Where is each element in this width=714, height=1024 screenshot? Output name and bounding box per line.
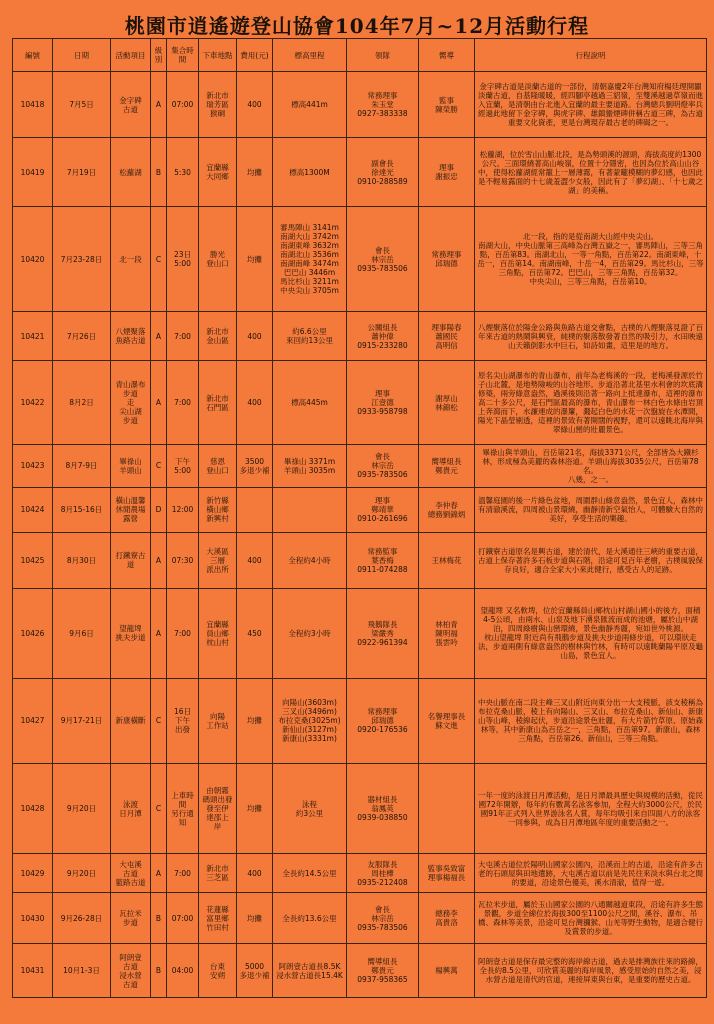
fee-cell: 400 xyxy=(237,532,273,588)
date-cell: 9月17-21日 xyxy=(53,678,111,764)
table-row xyxy=(13,487,707,532)
header-cell: 編號 xyxy=(13,39,53,72)
header-cell: 標高里程 xyxy=(273,39,347,72)
guide-cell: 理事陽春 蕭國民 高明信 xyxy=(419,312,475,361)
fee-cell: 均攤 xyxy=(237,207,273,312)
level-cell: C xyxy=(151,444,167,487)
description-cell: 松蘿湖，位於雪山山脈北段，是為勢頭溪的源頭，海拔高度約1300公尺。三面環繞著高山峻嶺，位置十分隱密，也因為位於高山山谷中，使得松蘿湖經常籠上一層薄霧，有著蒙矓模糊的夢幻感，也因此是不輕易露面的十七歲羞澀少女般，因此有了「夢幻湖」、「十七歲之湖」的美稱。 xyxy=(475,138,707,207)
row-id-cell: 10425 xyxy=(13,532,53,588)
guide-cell: 林柏青 陳明福 張雲吟 xyxy=(419,588,475,678)
description-cell: 大屯溪古道位於陽明山國家公園內，沿溪而上的古道，沿途有許多古老的石頭屋與田地遺跡，大屯溪古道以前是先民往來淡水與台北之間的要道，沿途景色優美，溪水清澈，值得一遊。 xyxy=(475,854,707,893)
activity-cell: 泳渡 日月潭 xyxy=(111,764,151,854)
date-cell: 7月26日 xyxy=(53,312,111,361)
leader-cell: 副會長 徐達光 0910-288589 xyxy=(347,138,419,207)
altitude-cell: 標高1300M xyxy=(273,138,347,207)
leader-cell: 嚮導組長 鄭貴元 0937-958365 xyxy=(347,944,419,998)
time-cell: 12:00 xyxy=(167,487,199,532)
level-cell: B xyxy=(151,138,167,207)
guide-cell: 嚮導組長 鄭貴元 xyxy=(419,444,475,487)
time-cell: 5:30 xyxy=(167,138,199,207)
time-cell: 16日 下午 出發 xyxy=(167,678,199,764)
altitude-cell: 審馬陣山 3141m 南湖大山 3742m 南湖東峰 3632m 南湖北山 3536m 南湖南峰 3474m 巴巴山 3446m 馬比杉山 3211m 中央尖山 3705m xyxy=(273,207,347,312)
fee-cell: 450 xyxy=(237,588,273,678)
row-id-cell: 10419 xyxy=(13,138,53,207)
row-id-cell: 10424 xyxy=(13,487,53,532)
table-row xyxy=(13,72,707,138)
date-cell: 8月30日 xyxy=(53,532,111,588)
place-cell: 台東 安朔 xyxy=(199,944,237,998)
activity-cell: 畢祿山 羊頭山 xyxy=(111,444,151,487)
guide-cell: 李仲春 總務劉錦炳 xyxy=(419,487,475,532)
fee-cell: 均攤 xyxy=(237,138,273,207)
time-cell: 07:00 xyxy=(167,892,199,943)
level-cell: D xyxy=(151,487,167,532)
altitude-cell: 標高445m xyxy=(273,361,347,445)
date-cell: 9月20日 xyxy=(53,854,111,893)
row-id-cell: 10422 xyxy=(13,361,53,445)
level-cell: A xyxy=(151,854,167,893)
level-cell: A xyxy=(151,532,167,588)
level-cell: A xyxy=(151,588,167,678)
fee-cell: 400 xyxy=(237,312,273,361)
header-cell: 活動項目 xyxy=(111,39,151,72)
activity-cell: 打鐵寮古道 xyxy=(111,532,151,588)
place-cell: 新北市 瑞芳區 猴硐 xyxy=(199,72,237,138)
activity-cell: 望龍埤 挑夫步道 xyxy=(111,588,151,678)
table-row xyxy=(13,588,707,678)
header-cell: 嚮導 xyxy=(419,39,475,72)
description-cell: 北一段，指的是從南湖大山經中央尖山。 南湖大山，中央山脈第三高峰為台灣五嶽之一，審馬陣山，三等三角點，百岳第83。南湖北山，一等一角點，百岳第22。南湖東峰，十岳一，百岳第14。南湖南峰，十岳一4，百岳第29。馬比杉山，三等三角點，百岳第72。巴巴山，三等三角點，百岳第32。 中央尖山，三等三角點，百岳第10。 xyxy=(475,207,707,312)
activity-cell: 青山瀑布步道 走 尖山湖 步道 xyxy=(111,361,151,445)
place-cell: 向陽 工作站 xyxy=(199,678,237,764)
header-cell: 集合時間 xyxy=(167,39,199,72)
leader-cell: 會長 林宗岳 0935-783506 xyxy=(347,444,419,487)
level-cell: C xyxy=(151,678,167,764)
header-cell: 領隊 xyxy=(347,39,419,72)
activity-cell: 北一段 xyxy=(111,207,151,312)
table-row xyxy=(13,944,707,998)
guide-cell: 理事 謝振忠 xyxy=(419,138,475,207)
guide-cell: 監事吳致富 理事楊福長 xyxy=(419,854,475,893)
altitude-cell: 全長約13.6公里 xyxy=(273,892,347,943)
activity-cell: 阿朗壹 古道 浸水營 古道 xyxy=(111,944,151,998)
time-cell: 7:00 xyxy=(167,312,199,361)
table-row xyxy=(13,207,707,312)
place-cell: 慈恩 登山口 xyxy=(199,444,237,487)
time-cell: 7:00 xyxy=(167,361,199,445)
table-header-row xyxy=(13,39,707,72)
place-cell: 宜蘭縣 員山鄉 枕山村 xyxy=(199,588,237,678)
fee-cell: 400 xyxy=(237,72,273,138)
date-cell: 9月6日 xyxy=(53,588,111,678)
date-cell: 8月2日 xyxy=(53,361,111,445)
place-cell: 新北市 金山區 xyxy=(199,312,237,361)
fee-cell: 400 xyxy=(237,361,273,445)
leader-cell: 友服隊長 周桂樺 0935-212408 xyxy=(347,854,419,893)
altitude-cell: 全長約14.5公里 xyxy=(273,854,347,893)
activity-cell: 瓦拉米 步道 xyxy=(111,892,151,943)
leader-cell: 公關組長 蕭仲偉 0915-233280 xyxy=(347,312,419,361)
time-cell: 下午 5:00 xyxy=(167,444,199,487)
table-row xyxy=(13,678,707,764)
level-cell: B xyxy=(151,892,167,943)
leader-cell: 飛鵝隊長 梁嚴秀 0922-961394 xyxy=(347,588,419,678)
description-cell: 一年一度的泳渡日月潭活動，是日月潭最具歷史與規模的活動，從民國72年開辦，每年約有數萬名泳客參加，全程大約3000公尺，於民國91年正式列入世界游泳名人賞，每年均吸引來自四面八方的泳客一同參與，成為日月潭地區年度的重要活動之一。 xyxy=(475,764,707,854)
date-cell: 9月20日 xyxy=(53,764,111,854)
schedule-table xyxy=(12,38,707,998)
fee-cell: 3500 多退少補 xyxy=(237,444,273,487)
description-cell: 八煙聚落位於陽金公路與魚路古道交會點，古樸的八煙聚落見證了百年來古道的熱鬧與興衰，純樸的聚落散發著自然的吸引力，水田映遠山天籟倒影水中巨石，如詩如畫，這里是的地方。 xyxy=(475,312,707,361)
place-cell: 宜蘭縣 大同鄉 xyxy=(199,138,237,207)
time-cell: 7:00 xyxy=(167,854,199,893)
guide-cell: 總務李 高貴洛 xyxy=(419,892,475,943)
leader-cell: 會長 林宗岳 0935-783506 xyxy=(347,892,419,943)
place-cell: 新北市 三芝區 xyxy=(199,854,237,893)
table-row xyxy=(13,361,707,445)
header-cell: 費用(元) xyxy=(237,39,273,72)
row-id-cell: 10426 xyxy=(13,588,53,678)
description-cell: 瓦拉米步道，屬於玉山國家公園的八通關越道東段，沿途有許多生態景觀，步道全線位於海拔300至1100公尺之間，溪谷、瀑布、吊橋、森林等美景，沿途可見台灣獼猴、山羌等野生動物，是適合健行及賞景的步道。 xyxy=(475,892,707,943)
altitude-cell: 畢祿山 3371m 羊頭山 3035m xyxy=(273,444,347,487)
time-cell: 上車時間 另行通知 xyxy=(167,764,199,854)
activity-cell: 八煙聚落 魚路古道 xyxy=(111,312,151,361)
page-title: 桃園市逍遙遊登山協會104年7月~12月活動行程 xyxy=(124,14,590,38)
level-cell: B xyxy=(151,944,167,998)
fee-cell: 5000 多退少補 xyxy=(237,944,273,998)
row-id-cell: 10431 xyxy=(13,944,53,998)
place-cell: 大溪區 三層 派出所 xyxy=(199,532,237,588)
row-id-cell: 10430 xyxy=(13,892,53,943)
table-row xyxy=(13,312,707,361)
description-cell: 溫馨庭園的後一片綠色盆地，周圍群山綠意盎然，景色宜人，森林中有清澈溪流，四周被山景環繞，幽靜清新空氣怡人，可體驗大自然的美好，享受生活的樂趣。 xyxy=(475,487,707,532)
altitude-cell: 全程約3小時 xyxy=(273,588,347,678)
activity-cell: 金字碑 古道 xyxy=(111,72,151,138)
leader-cell: 理事 江壹德 0933-958798 xyxy=(347,361,419,445)
fee-cell xyxy=(237,487,273,532)
activity-cell: 新康橫斷 xyxy=(111,678,151,764)
header-cell: 級別 xyxy=(151,39,167,72)
fee-cell: 均攤 xyxy=(237,678,273,764)
place-cell: 由朝霧 碼頭出發 發至伊 達邵上 岸 xyxy=(199,764,237,854)
date-cell: 10月1-3日 xyxy=(53,944,111,998)
table-row xyxy=(13,444,707,487)
time-cell: 07:30 xyxy=(167,532,199,588)
date-cell: 7月19日 xyxy=(53,138,111,207)
level-cell: A xyxy=(151,72,167,138)
row-id-cell: 10428 xyxy=(13,764,53,854)
level-cell: A xyxy=(151,361,167,445)
altitude-cell: 阿朗壹古道長8.5K 浸水營古道長15.4K xyxy=(273,944,347,998)
time-cell: 23日 5:00 xyxy=(167,207,199,312)
place-cell: 花蓮縣 富里鄉 竹田村 xyxy=(199,892,237,943)
leader-cell: 常務理事 邱瑞德 0920-176536 xyxy=(347,678,419,764)
time-cell: 04:00 xyxy=(167,944,199,998)
row-id-cell: 10420 xyxy=(13,207,53,312)
level-cell: C xyxy=(151,207,167,312)
altitude-cell: 泳程 約3公里 xyxy=(273,764,347,854)
guide-cell: 名譽理事長 蘇文進 xyxy=(419,678,475,764)
date-cell: 7月5日 xyxy=(53,72,111,138)
altitude-cell: 約6.6公里 來回約13公里 xyxy=(273,312,347,361)
guide-cell: 常務理事 邱瑞德 xyxy=(419,207,475,312)
header-cell: 下車地點 xyxy=(199,39,237,72)
table-row xyxy=(13,854,707,893)
altitude-cell: 向陽山(3603m) 三叉山(3496m) 布拉克桑(3025m) 新仙山(3127m) 新康山(3331m) xyxy=(273,678,347,764)
row-id-cell: 10429 xyxy=(13,854,53,893)
activity-cell: 橫山溫馨休閒農場 露營 xyxy=(111,487,151,532)
description-cell: 阿朗壹古道是保存最完整的海岸線古道，過去是排灣族往來的路線，全長約8.5公里，可欣賞美麗的海岸風景，感受原始的自然之美，浸水營古道是清代的官道，連接屏東與台東，是重要的歷史古道。 xyxy=(475,944,707,998)
guide-cell xyxy=(419,764,475,854)
leader-cell: 器材組長 翁鳳英 0939-038850 xyxy=(347,764,419,854)
level-cell: A xyxy=(151,312,167,361)
date-cell: 8月15-16日 xyxy=(53,487,111,532)
leader-cell: 常務理事 朱玉堂 0927-383338 xyxy=(347,72,419,138)
description-cell: 打鐵寮古道原名是興古道，建於清代，是大溪通往三峽的重要古道，古道上保存著許多石板步道與石階，沿途可見百年老樹，古樸風貌保存良好，適合全家大小來此健行，感受古人的足跡。 xyxy=(475,532,707,588)
row-id-cell: 10423 xyxy=(13,444,53,487)
guide-cell: 王林梅花 xyxy=(419,532,475,588)
leader-cell: 會長 林宗岳 0935-783506 xyxy=(347,207,419,312)
description-cell: 望龍埤 又名軟埤，位於宜蘭縣員山鄉枕山村湖山國小的後方，面積4-5公頃，由兩水、山泉及地下湧泉匯流而成的池塘，屬於山中湖泊，四周綠樹與山巒環繞，景色幽靜秀麗，宛如世外桃源。 枕山望龍埤 附近尚有飛鵝步道及挑夫步道兩條步道，可以環狀走法，步道兩側有綠意盎然的樹林與竹林，有時可以遠眺蘭陽平原及龜山島，景色宜人。 xyxy=(475,588,707,678)
table-row xyxy=(13,532,707,588)
altitude-cell xyxy=(273,487,347,532)
place-cell: 新竹縣 橫山鄉 新興村 xyxy=(199,487,237,532)
header-cell: 行程說明 xyxy=(475,39,707,72)
row-id-cell: 10421 xyxy=(13,312,53,361)
date-cell: 9月26-28日 xyxy=(53,892,111,943)
table-row xyxy=(13,892,707,943)
leader-cell: 理事 鄭靖華 0910-261696 xyxy=(347,487,419,532)
guide-cell: 監事 陳榮勝 xyxy=(419,72,475,138)
table-row xyxy=(13,764,707,854)
description-cell: 中央山脈在南二段主峰三叉山附近向東分出一大支稜脈，該支稜稱為布拉克桑山脈，稜上有向陽山、三叉山、布拉克桑山、新仙山、新康山等山峰，稜線起伏，步道沿途景色壯麗，有大片箭竹草原、原始森林等，其中新康山為百岳之一，三角點，百岳第97。新康山，森林三角點，百岳第26。新仙山，三等三角點。 xyxy=(475,678,707,764)
activity-cell: 大屯溪 古道 籃路古道 xyxy=(111,854,151,893)
description-cell: 畢祿山與羊頭山，百岳第21名，海拔3371公尺，全部皆為大鐵杉林，形成極為美麗的森林浴道。羊頭山海拔3035公尺，百岳第78名。 八幾，之一。 xyxy=(475,444,707,487)
fee-cell: 均攤 xyxy=(237,764,273,854)
description-cell: 金字碑古道是淡蘭古道的一部份，清朝嘉慶2年台灣知府楊廷理開闢淡蘭古道，自基隆暖暖，經四腳亭越過三貂嶺，至雙溪越過草嶺而進入宜蘭，是清朝由台北進入宜蘭的最主要道路。台灣總兵劉明燈率兵經過此地留下金字碑，與虎字碑、雄鎮蠻煙碑併稱古道三碑，為古道重要文化資產，更是台灣現存最古老的碑碣之一。 xyxy=(475,72,707,138)
activity-cell: 松蘿湖 xyxy=(111,138,151,207)
place-cell: 勝光 登山口 xyxy=(199,207,237,312)
description-cell: 原名尖山湖瀑布的青山瀑布，前年為老梅溪的一段，老梅溪發源於竹子山北麓，是地勢險峻的山谷地形。步道沿著北基里水利會的坎底溝修築，兩旁綠意盎然，過溪後則沿著一路向上抵達瀑布，這裡的瀑布高二十多公尺，是石門區最高的瀑布，青山瀑布一林白色水條由岩頂上奔瀉而下，水濂連成的瀑簾，濺起白色的水花一次盤旋在水潭間，陽光下晶瑩剔透，這裡的景致有著開闊的視野，還可以遠眺北海岸與翠綠山巒的壯麗景色。 xyxy=(475,361,707,445)
time-cell: 07:00 xyxy=(167,72,199,138)
fee-cell: 400 xyxy=(237,854,273,893)
date-cell: 8月7-9日 xyxy=(53,444,111,487)
leader-cell: 常務監事 葉香梅 0911-074288 xyxy=(347,532,419,588)
fee-cell: 均攤 xyxy=(237,892,273,943)
row-id-cell: 10427 xyxy=(13,678,53,764)
guide-cell: 謝厚山 林錦松 xyxy=(419,361,475,445)
header-cell: 日期 xyxy=(53,39,111,72)
level-cell: C xyxy=(151,764,167,854)
time-cell: 7:00 xyxy=(167,588,199,678)
table-row xyxy=(13,138,707,207)
date-cell: 7月23-28日 xyxy=(53,207,111,312)
guide-cell: 楊興萬 xyxy=(419,944,475,998)
row-id-cell: 10418 xyxy=(13,72,53,138)
altitude-cell: 標高441m xyxy=(273,72,347,138)
altitude-cell: 全程約4小時 xyxy=(273,532,347,588)
place-cell: 新北市 石門區 xyxy=(199,361,237,445)
